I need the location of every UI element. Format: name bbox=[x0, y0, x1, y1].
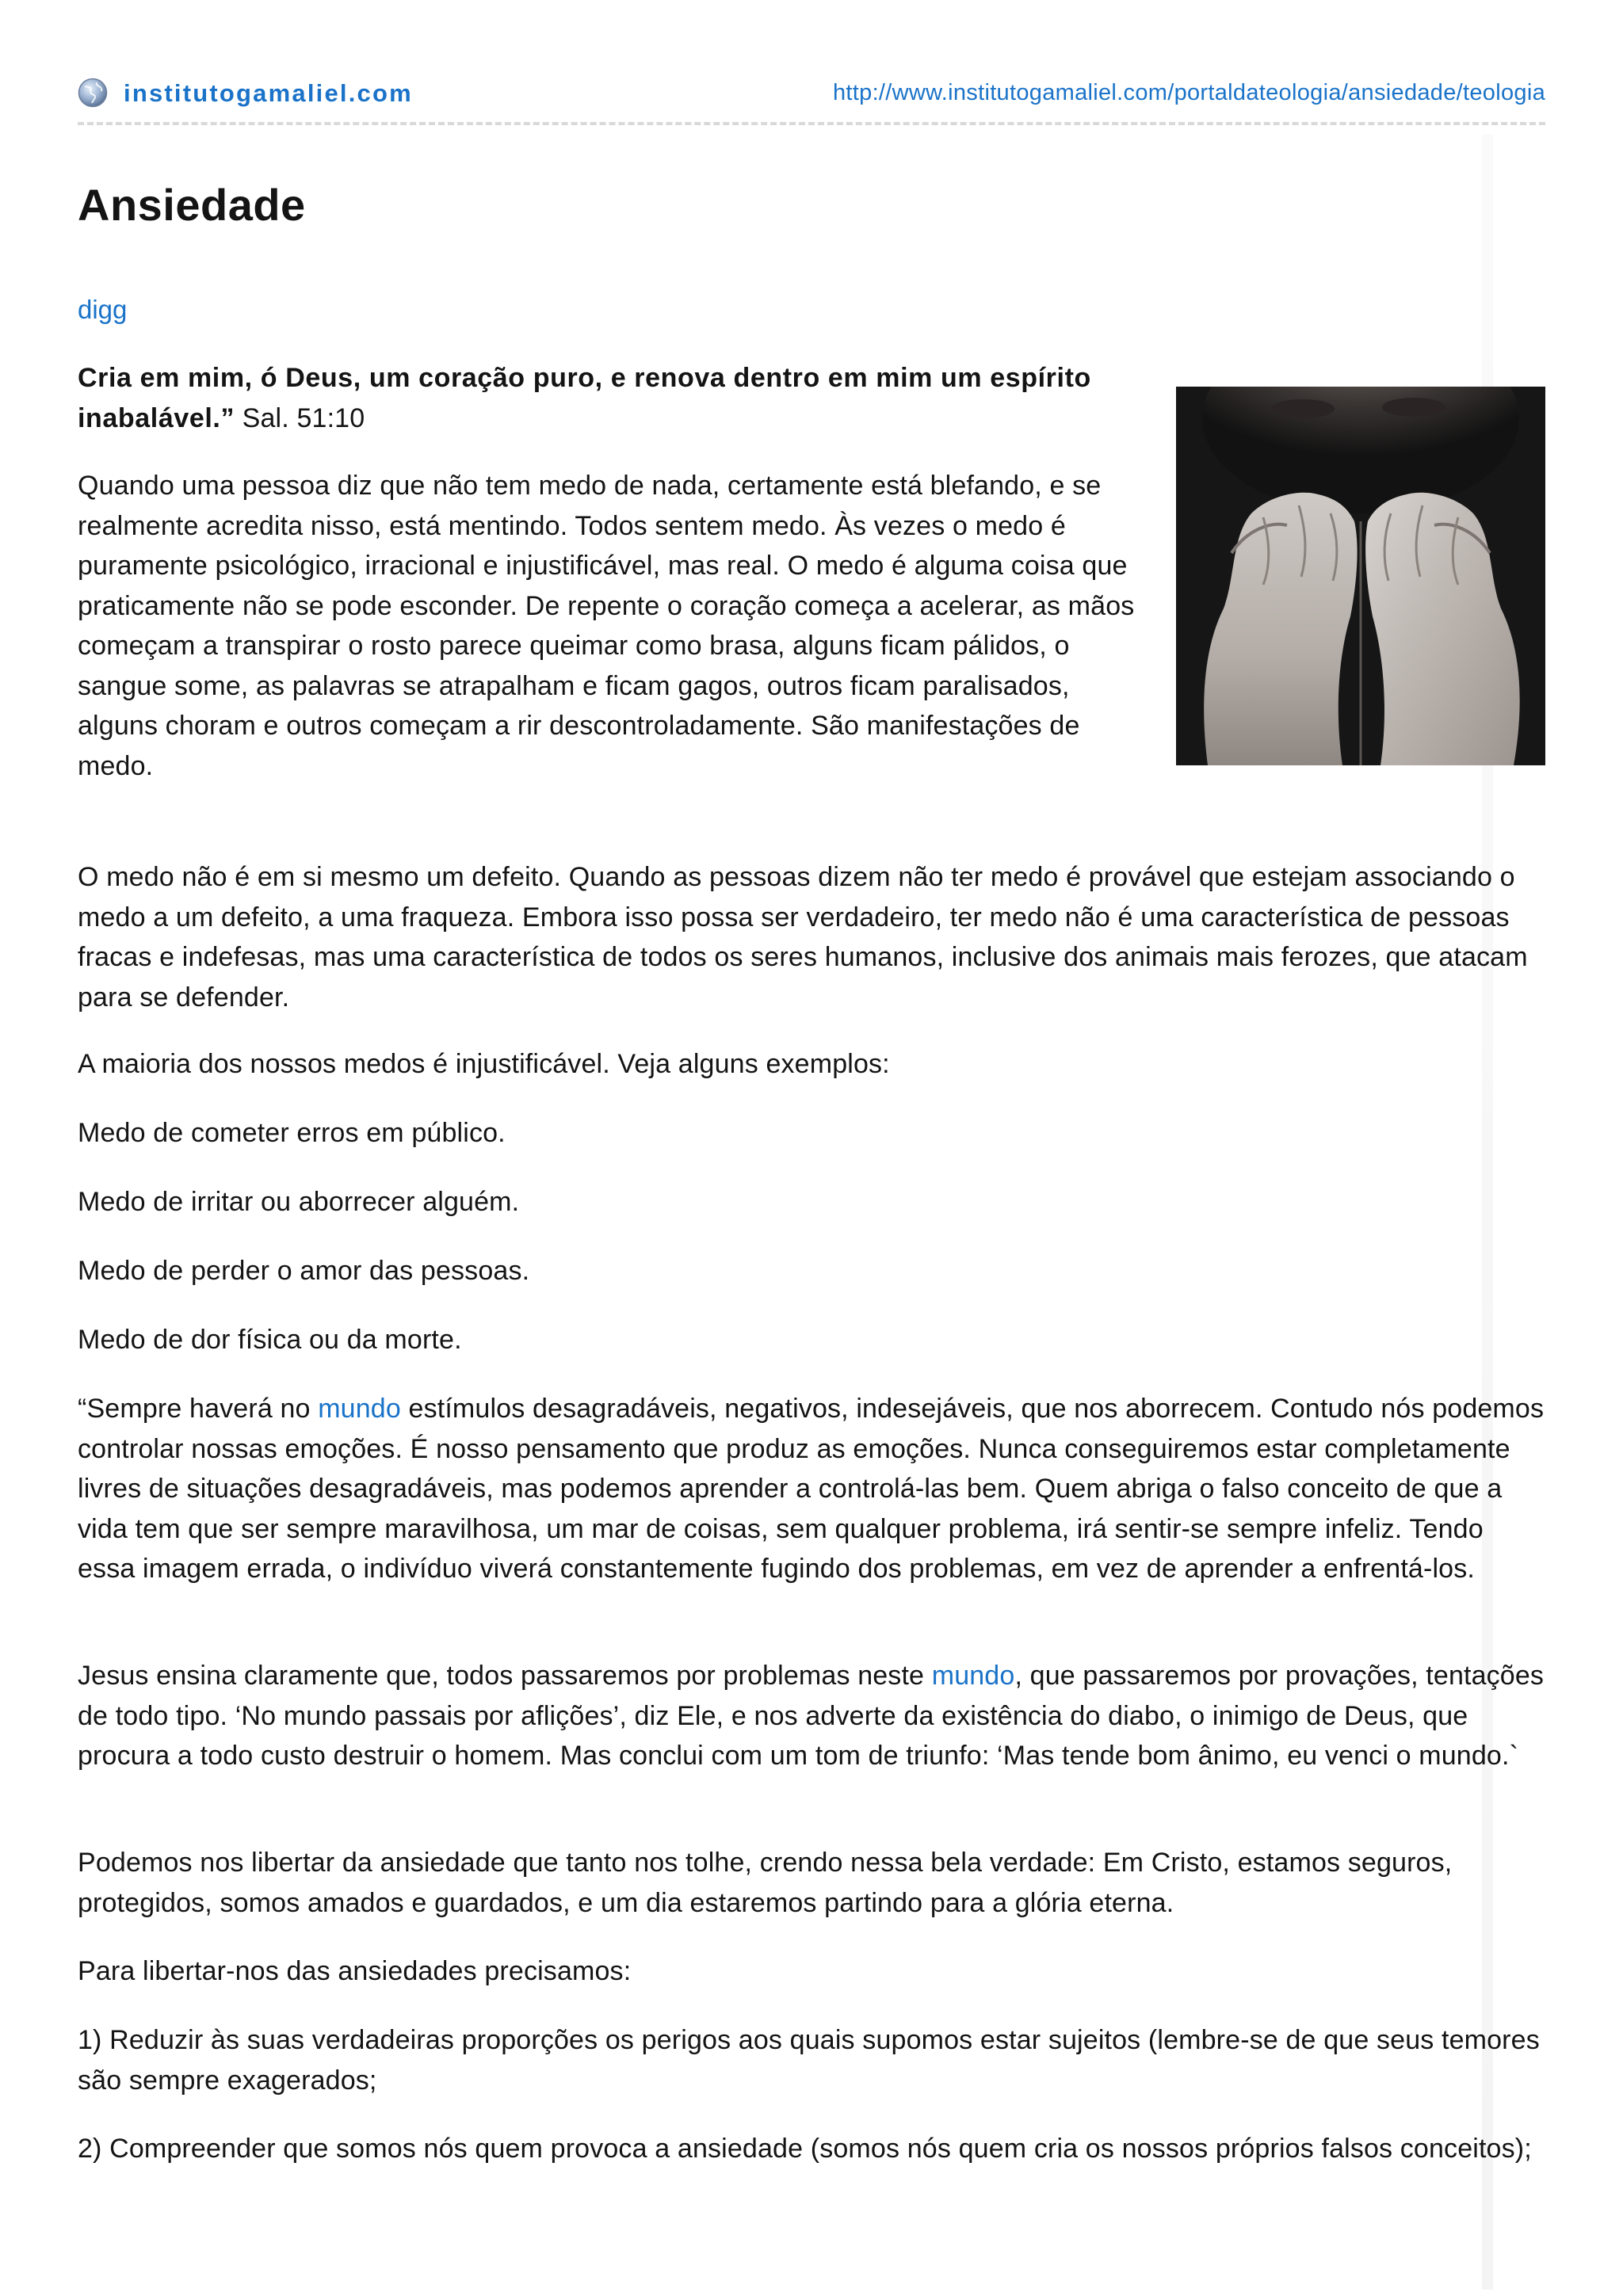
paragraph-7: Medo de dor física ou da morte. bbox=[78, 1325, 462, 1355]
site-name-link[interactable]: institutogamaliel.com bbox=[124, 79, 413, 107]
paragraph-1: Quando uma pessoa diz que não tem medo de nada, certamente está blefando, e se realmente acredita nisso, está mentindo. Todos sentem medo. Às vezes o medo é puramente psicológico, irracional e injustificável, mas real. O medo é alguma coisa que praticamente não se pode esconder. De repente o coração começa a acelerar, as mãos começam a transpirar o rosto parece queimar como brasa, alguns ficam pálidos, o sangue some, as palavras se atrapalham e ficam gagos, outros ficam paralisados, alguns choram e outros começam a rir descontroladamente. São manifestações de medo. bbox=[78, 471, 1135, 781]
paragraph-8 bbox=[78, 1389, 1545, 1589]
paragraph-5: Medo de irritar ou aborrecer alguém. bbox=[78, 1187, 520, 1217]
article-title: Ansiedade bbox=[78, 180, 306, 230]
paragraph-2: O medo não é em si mesmo um defeito. Quando as pessoas dizem não ter medo é provável que estejam associando o medo a um defeito, a uma fraqueza. Embora isso possa ser verdadeiro, ter medo não é uma característica de pessoas fracas e indefesas, mas uma característica de todos os seres humanos, inclusive dos animais mais ferozes, que atacam para se defender. bbox=[78, 862, 1528, 1013]
paragraph-10: Podemos nos libertar da ansiedade que tanto nos tolhe, crendo nessa bela verdade: Em Cristo, estamos seguros, protegidos, somos amados e guardados, e um dia estaremos partindo para a glória eterna. bbox=[78, 1848, 1453, 1918]
paragraph-8-rest: estímulos desagradáveis, negativos, indesejáveis, que nos aborrecem. Contudo nós podemos controlar nossas emoções. É nosso pensamento que produz as emoções. Nunca conseguiremos estar completamente livres de situações desagradáveis, mas podemos aprender a controlá-las bem. Quem abriga o falso conceito de que a vida tem que ser sempre maravilhosa, um mar de coisas, sem qualquer problema, irá sentir-se sempre infeliz. Tendo essa imagem errada, o indivíduo viverá constantemente fugindo dos problemas, em vez de aprender a enfrentá-los. bbox=[78, 1394, 1545, 1584]
hands-over-face-image bbox=[1176, 387, 1545, 765]
verse-reference: Sal. 51:10 bbox=[235, 402, 365, 433]
article-photo bbox=[1176, 387, 1545, 765]
paragraph-4: Medo de cometer erros em público. bbox=[78, 1118, 506, 1148]
paragraph-13: 2) Compreender que somos nós quem provoca a ansiedade (somos nós quem cria os nossos próprios falsos conceitos); bbox=[78, 2134, 1532, 2164]
mundo-link-2[interactable]: mundo bbox=[931, 1661, 1015, 1691]
globe-icon bbox=[78, 78, 108, 108]
page-header bbox=[78, 76, 1545, 114]
source-url-link[interactable]: http://www.institutogamaliel.com/portaldateologia/ansiedade/teologia bbox=[833, 80, 1545, 105]
paragraph-12: 1) Reduzir às suas verdadeiras proporções os perigos aos quais supomos estar sujeitos (lembre-se de que seus temores são sempre exagerados; bbox=[78, 2025, 1540, 2096]
paragraph-8-start: “Sempre haverá no bbox=[78, 1394, 319, 1424]
verse-quote bbox=[78, 358, 1140, 438]
paragraph-9-rest: , que passaremos por provações, tentações de todo tipo. ‘No mundo passais por aflições’, diz Ele, e nos adverte da existência do diabo, o inimigo de Deus, que procura a todo custo destruir o homem. Mas conclui com um tom de triunfo: ‘Mas tende bom ânimo, eu venci o mundo.` bbox=[78, 1661, 1545, 1771]
paragraph-9-start: Jesus ensina claramente que, todos passaremos por problemas neste bbox=[78, 1661, 932, 1691]
mundo-link[interactable]: mundo bbox=[318, 1394, 401, 1424]
paragraph-3: A maioria dos nossos medos é injustificável. Veja alguns exemplos: bbox=[78, 1049, 890, 1079]
paragraph-9 bbox=[78, 1656, 1545, 1776]
paragraph-11: Para libertar-nos das ansiedades precisamos: bbox=[78, 1956, 632, 1986]
digg-link[interactable]: digg bbox=[78, 295, 128, 324]
verse-text: Cria em mim, ó Deus, um coração puro, e renova dentro em mim um espírito inabalável.” bbox=[78, 363, 1091, 433]
header-divider bbox=[78, 122, 1545, 125]
paragraph-6: Medo de perder o amor das pessoas. bbox=[78, 1256, 530, 1286]
